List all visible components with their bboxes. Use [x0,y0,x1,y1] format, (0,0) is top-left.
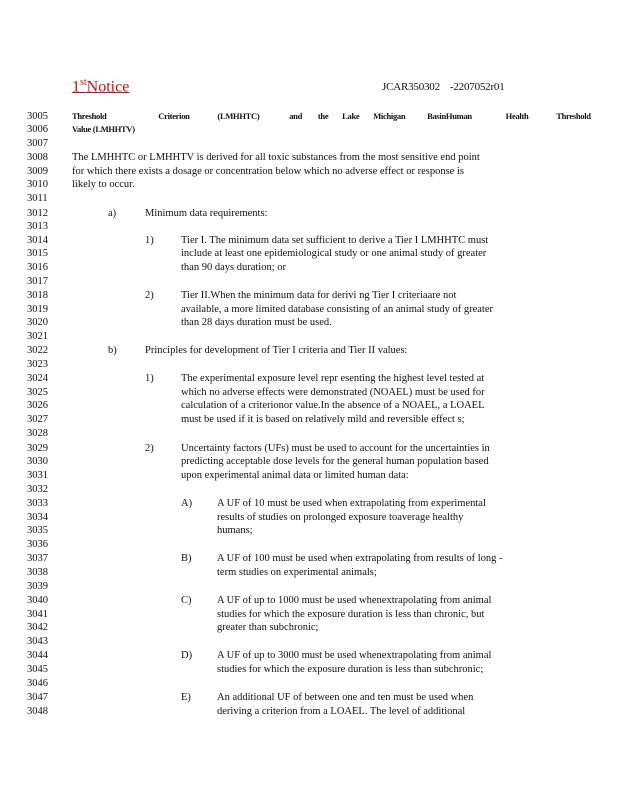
line-number: 3048 [27,706,48,717]
page-header [72,77,558,97]
line-number: 3017 [27,276,48,287]
line-number: 3016 [27,262,48,273]
item-b1-line: calculation of a criterionor value.In the absence of a NOAEL, a LOAEL [181,400,485,411]
section-title: Threshold Criterion (LMHHTC) and the Lake Michigan BasinHuman Health Threshold [72,111,591,121]
item-a2-label: 2) [145,290,154,301]
line-number: 3009 [27,166,48,177]
line-number: 3013 [27,221,48,232]
item-b2-label: 2) [145,443,154,454]
line-number: 3008 [27,152,48,163]
item-a2-line: than 28 days duration must be used. [181,317,332,328]
line-number: 3038 [27,567,48,578]
item-D-line: A UF of up to 3000 must be used whenextrapolating from animal [217,650,492,661]
item-b1-line: must be used if it is based on relatively mild and reversible effect s; [181,414,465,425]
line-number: 3005 [27,111,48,122]
line-number: 3032 [27,484,48,495]
line-number: 3037 [27,553,48,564]
line-number: 3015 [27,248,48,259]
item-b1-line: which no adverse effects were demonstrated (NOAEL) must be used for [181,387,485,398]
line-number: 3033 [27,498,48,509]
line-number: 3024 [27,373,48,384]
item-a-label: a) [108,208,117,219]
intro-line-3: likely to occur. [72,179,135,190]
line-number: 3035 [27,525,48,536]
line-number: 3006 [27,124,48,135]
item-A-line: results of studies on prolonged exposure toaverage healthy [217,512,464,523]
item-a1-label: 1) [145,235,154,246]
item-b2-line: predicting acceptable dose levels for the general human population based [181,456,489,467]
item-b-text: Principles for development of Tier I criteria and Tier II values: [145,345,408,356]
item-a1-line: include at least one epidemiological study or one animal study of greater [181,248,487,259]
line-number: 3042 [27,622,48,633]
item-b1-label: 1) [145,373,154,384]
line-number: 3029 [27,443,48,454]
item-a1-line: Tier I. The minimum data set sufficient to derive a Tier I LMHHTC must [181,235,489,246]
item-A-label: A) [181,498,193,509]
line-number: 3039 [27,581,48,592]
item-B-line: A UF of 100 must be used when extrapolating from results of long - [217,553,503,564]
notice-label: 1stNotice [72,77,130,96]
line-number: 3011 [27,193,48,204]
item-b2-line: Uncertainty factors (UFs) must be used to account for the uncertainties in [181,443,490,454]
item-b-label: b) [108,345,117,356]
line-number: 3044 [27,650,48,661]
item-b1-line: The experimental exposure level repr esenting the highest level tested at [181,373,485,384]
item-E-line: deriving a criterion from a LOAEL. The level of additional [217,706,466,717]
intro-line-1: The LMHHTC or LMHHTV is derived for all toxic substances from the most sensitive end point [72,152,480,163]
item-A-line: A UF of 10 must be used when extrapolating from experimental [217,498,486,509]
line-number: 3014 [27,235,48,246]
item-a2-line: Tier II.When the minimum data for derivi ng Tier I criteriaare not [181,290,457,301]
line-number: 3010 [27,179,48,190]
line-number: 3040 [27,595,48,606]
line-number: 3036 [27,539,48,550]
item-A-line: humans; [217,525,253,536]
item-B-label: B) [181,553,192,564]
item-E-line: An additional UF of between one and ten must be used when [217,692,474,703]
item-D-label: D) [181,650,193,661]
intro-line-2: for which there exists a dosage or concentration below which no adverse effect or response is [72,166,464,177]
item-a2-line: available, a more limited database consisting of an animal study of greater [181,304,493,315]
section-title-line2: Value (LMHHTV) [72,124,135,134]
line-number: 3021 [27,331,48,342]
line-number: 3043 [27,636,48,647]
line-number: 3034 [27,512,48,523]
item-C-line: greater than subchronic; [217,622,319,633]
line-number: 3047 [27,692,48,703]
line-number: 3028 [27,428,48,439]
item-C-line: A UF of up to 1000 must be used whenextrapolating from animal [217,595,492,606]
item-E-label: E) [181,692,191,703]
line-number: 3019 [27,304,48,315]
line-number: 3026 [27,400,48,411]
item-a1-line: than 90 days duration; or [181,262,286,273]
line-number: 3031 [27,470,48,481]
line-number: 3046 [27,678,48,689]
item-C-line: studies for which the exposure duration is less than chronic, but [217,609,485,620]
line-number: 3030 [27,456,48,467]
item-a-text: Minimum data requirements: [145,208,268,219]
line-number: 3023 [27,359,48,370]
item-C-label: C) [181,595,192,606]
item-b2-line: upon experimental animal data or limited human data: [181,470,409,481]
item-D-line: studies for which the exposure duration is less than subchronic; [217,664,484,675]
line-number: 3022 [27,345,48,356]
line-number: 3027 [27,414,48,425]
line-number: 3007 [27,138,48,149]
line-number: 3041 [27,609,48,620]
line-number: 3025 [27,387,48,398]
line-number: 3045 [27,664,48,675]
line-number: 3018 [27,290,48,301]
line-number: 3012 [27,208,48,219]
line-number: 3020 [27,317,48,328]
document-code: JCAR350302 -2207052r01 [382,81,505,93]
item-B-line: term studies on experimental animals; [217,567,377,578]
